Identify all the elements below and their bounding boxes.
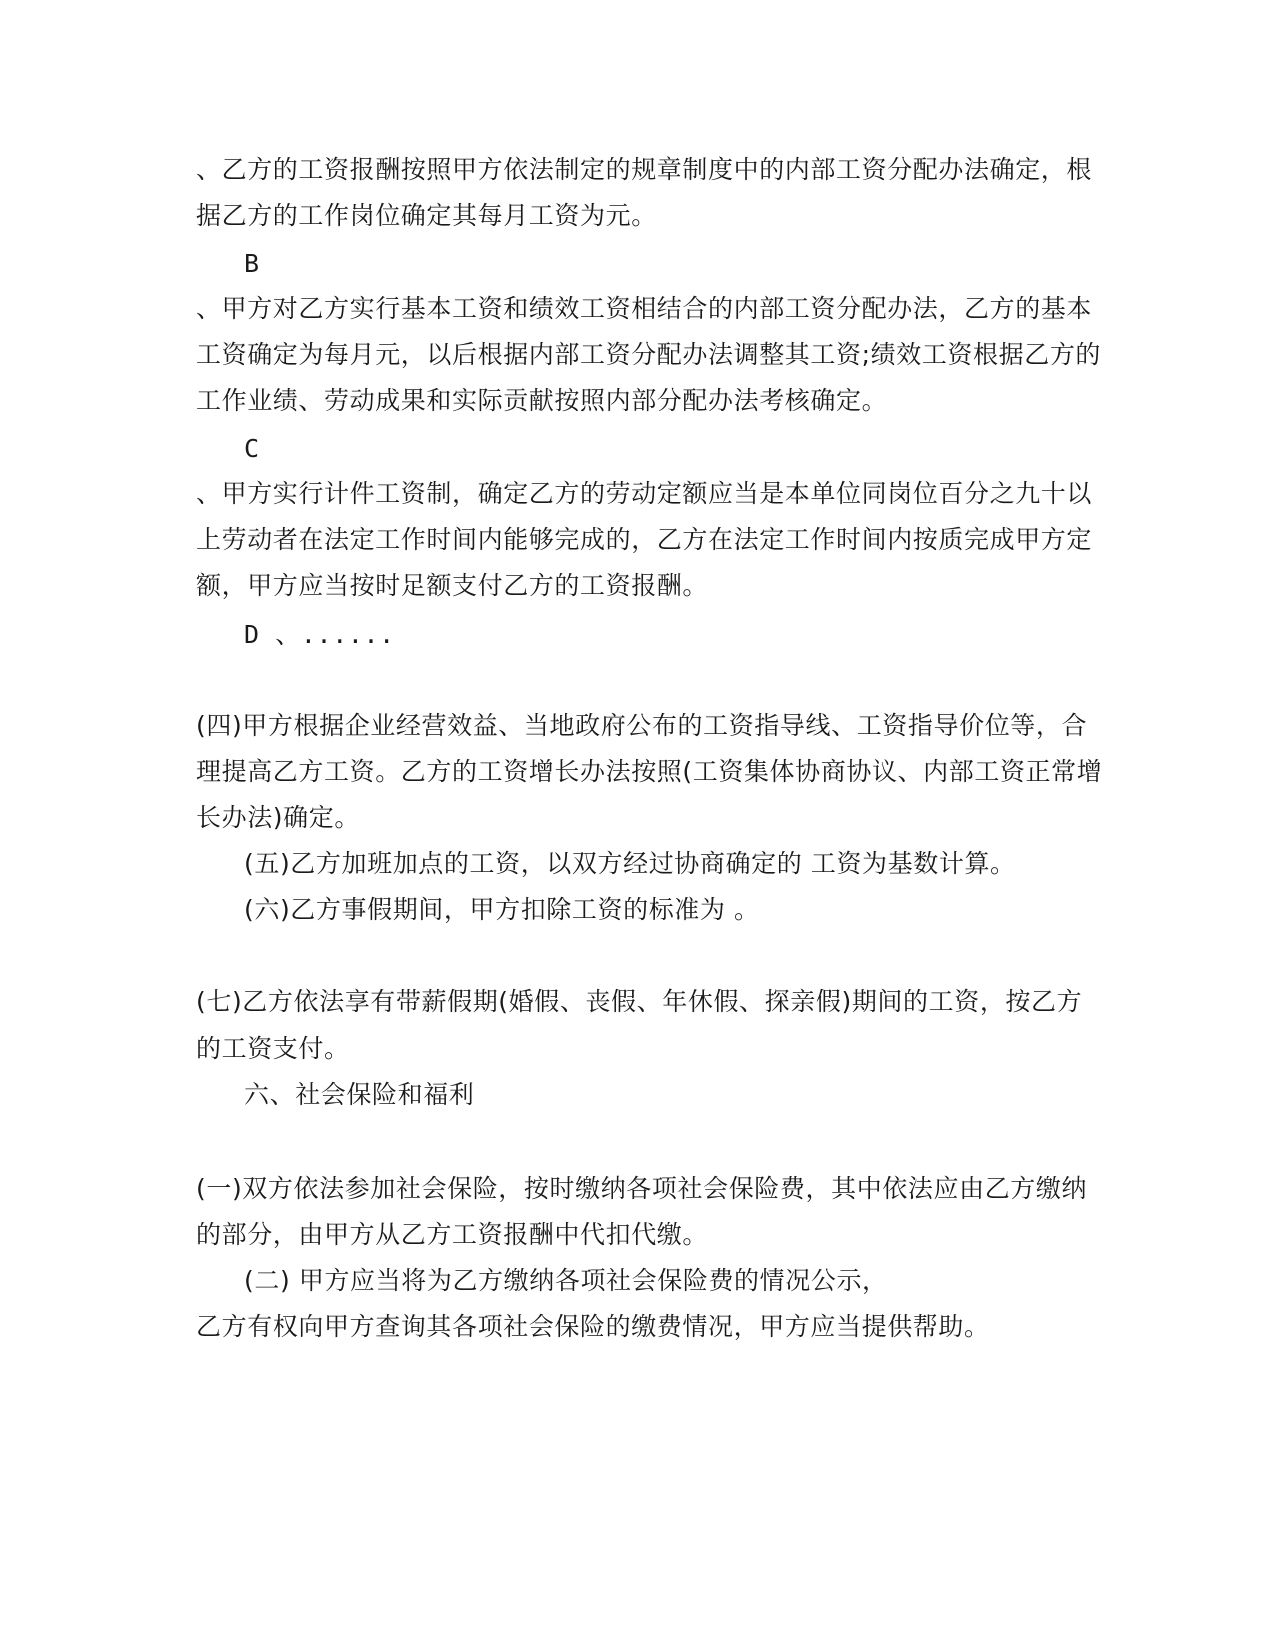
paragraph-line: (五)乙方加班加点的工资，以双方经过协商确定的 工资为基数计算。 [244, 849, 1016, 878]
item-marker-c: C [244, 434, 260, 463]
item-marker-b: B [244, 249, 260, 278]
paragraph-line: 理提高乙方工资。乙方的工资增长办法按照(工资集体协商协议、内部工资正常增 [196, 757, 1103, 786]
paragraph-line: 的工资支付。 [196, 1034, 350, 1063]
paragraph-line: (一)双方依法参加社会保险，按时缴纳各项社会保险费，其中依法应由乙方缴纳 [196, 1174, 1088, 1203]
paragraph-line: 工作业绩、劳动成果和实际贡献按照内部分配办法考核确定。 [196, 386, 888, 415]
paragraph-line: (七)乙方依法享有带薪假期(婚假、丧假、年休假、探亲假)期间的工资，按乙方 [196, 987, 1083, 1016]
paragraph-line: 据乙方的工作岗位确定其每月工资为元。 [196, 201, 657, 230]
paragraph-line: 额，甲方应当按时足额支付乙方的工资报酬。 [196, 571, 709, 600]
paragraph-line: 长办法)确定。 [196, 803, 360, 832]
paragraph-line: 上劳动者在法定工作时间内能够完成的，乙方在法定工作时间内按质完成甲方定 [196, 525, 1093, 554]
section-heading: 六、社会保险和福利 [244, 1080, 475, 1109]
paragraph-line: 、甲方对乙方实行基本工资和绩效工资相结合的内部工资分配办法，乙方的基本 [196, 294, 1093, 323]
paragraph-line: (四)甲方根据企业经营效益、当地政府公布的工资指导线、工资指导价位等，合 [196, 711, 1088, 740]
item-marker-d: D 、...... [244, 620, 395, 649]
paragraph-line: 的部分，由甲方从乙方工资报酬中代扣代缴。 [196, 1220, 709, 1249]
paragraph-line: 、乙方的工资报酬按照甲方依法制定的规章制度中的内部工资分配办法确定，根 [196, 155, 1093, 184]
paragraph-line: 工资确定为每月元，以后根据内部工资分配办法调整其工资;绩效工资根据乙方的 [196, 340, 1102, 369]
paragraph-line: (二) 甲方应当将为乙方缴纳各项社会保险费的情况公示， [244, 1266, 888, 1295]
paragraph-line: 乙方有权向甲方查询其各项社会保险的缴费情况，甲方应当提供帮助。 [196, 1312, 990, 1341]
paragraph-line: 、甲方实行计件工资制，确定乙方的劳动定额应当是本单位同岗位百分之九十以 [196, 479, 1093, 508]
paragraph-line: (六)乙方事假期间，甲方扣除工资的标准为 。 [244, 895, 760, 924]
